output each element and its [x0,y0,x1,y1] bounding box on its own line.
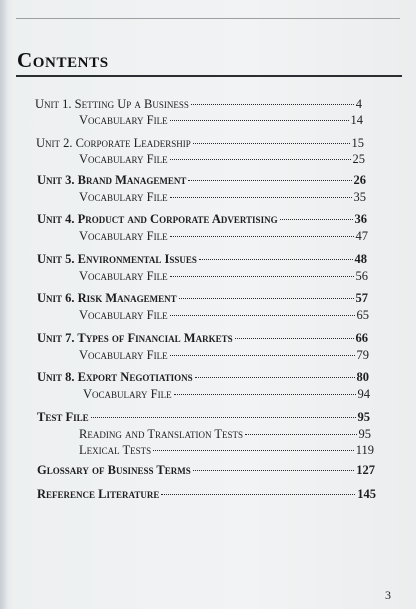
leader-dots [245,434,356,435]
toc-entry-page: 25 [352,152,365,166]
toc-entry [79,268,368,284]
toc-entry-label: Vocabulary File [79,113,168,127]
toc-entry-label: Vocabulary File [79,348,168,362]
leader-dots [170,315,355,316]
leader-dots [191,104,354,105]
toc-entry-label: Vocabulary File [79,229,168,243]
leader-dots [170,197,352,198]
toc-entry-page: 119 [355,443,374,457]
toc-entry [79,151,365,167]
toc-entry [79,426,371,442]
toc-entry-label: Unit 4. Product and Corporate Advertising [37,212,278,226]
toc-entry-label: Reading and Translation Tests [79,427,244,441]
toc-entry-label: Vocabulary File [79,190,168,204]
toc-entry [79,307,369,323]
toc-entry [79,228,368,244]
toc-entry [37,172,366,188]
toc-entry-page: 26 [353,173,366,187]
toc-entry-label: Glossary of Business Terms [37,463,191,477]
toc-entry-label: Vocabulary File [83,387,172,401]
toc-entry-page: 48 [354,252,367,266]
toc-entry [37,369,369,385]
leader-dots [188,180,351,181]
toc-entry [37,330,368,346]
toc-entry-label: Unit 7. Types of Financial Markets [37,331,233,345]
toc-entry-label: Vocabulary File [79,308,168,322]
toc-entry-label: Lexical Tests [79,443,152,457]
toc-entry [37,462,375,478]
toc-entry [37,290,368,306]
toc-entry-label: Vocabulary File [79,152,168,166]
toc-entry-page: 47 [355,229,368,243]
leader-dots [170,120,349,121]
toc-entry-page: 14 [350,113,363,127]
leader-dots [199,259,353,260]
leader-dots [193,143,350,144]
toc-entry-label: Reference Literature [37,487,160,501]
toc-entry [79,442,374,458]
toc-entry-page: 57 [355,291,368,305]
top-rule [16,18,400,19]
toc-entry [37,211,367,227]
toc-entry [79,112,363,128]
toc-entry-page: 95 [357,410,370,424]
toc-entry-page: 95 [358,427,371,441]
toc-entry-page: 94 [357,387,370,401]
leader-dots [280,219,353,220]
leader-dots [174,394,356,395]
toc-entry [37,251,367,267]
toc-entry-page: 127 [356,463,375,477]
toc-entry-page: 15 [351,136,364,150]
toc-entry-page: 66 [355,331,368,345]
leader-dots [170,276,354,277]
toc-entry [37,409,370,425]
toc-entry-label: Unit 6. Risk Management [37,291,177,305]
toc-entry [83,386,370,402]
toc-entry-label: Unit 8. Export Negotiations [37,370,193,384]
page-edge-shadow [0,0,8,609]
toc-entry-page: 79 [356,348,369,362]
toc-entry [37,486,376,502]
leader-dots [195,377,355,378]
leader-dots [153,450,354,451]
toc-entry [79,189,366,205]
toc-entry-label: Vocabulary File [79,269,168,283]
toc-entry [36,135,364,151]
page-number: 3 [385,588,391,602]
toc-entry-page: 36 [354,212,367,226]
toc-entry-label: Unit 5. Environmental Issues [37,252,197,266]
toc-entry-label: Test File [37,410,89,424]
toc-entry-page: 56 [355,269,368,283]
leader-dots [170,236,354,237]
contents-heading: Contents [17,48,109,72]
toc-entry [35,96,362,112]
toc-entry [79,347,369,363]
leader-dots [179,298,354,299]
heading-rule [16,75,402,77]
toc-entry-page: 4 [355,97,362,111]
leader-dots [161,494,355,495]
toc-entry-page: 80 [356,370,369,384]
toc-entry-label: Unit 1. Setting Up a Business [35,97,189,111]
toc-entry-label: Unit 2. Corporate Leadership [36,136,191,150]
toc-entry-page: 65 [356,308,369,322]
leader-dots [170,355,355,356]
leader-dots [193,470,354,471]
leader-dots [235,338,354,339]
toc-entry-label: Unit 3. Brand Management [37,173,187,187]
toc-entry-page: 35 [353,190,366,204]
toc-entry-page: 145 [357,487,376,501]
leader-dots [170,159,351,160]
leader-dots [91,417,356,418]
